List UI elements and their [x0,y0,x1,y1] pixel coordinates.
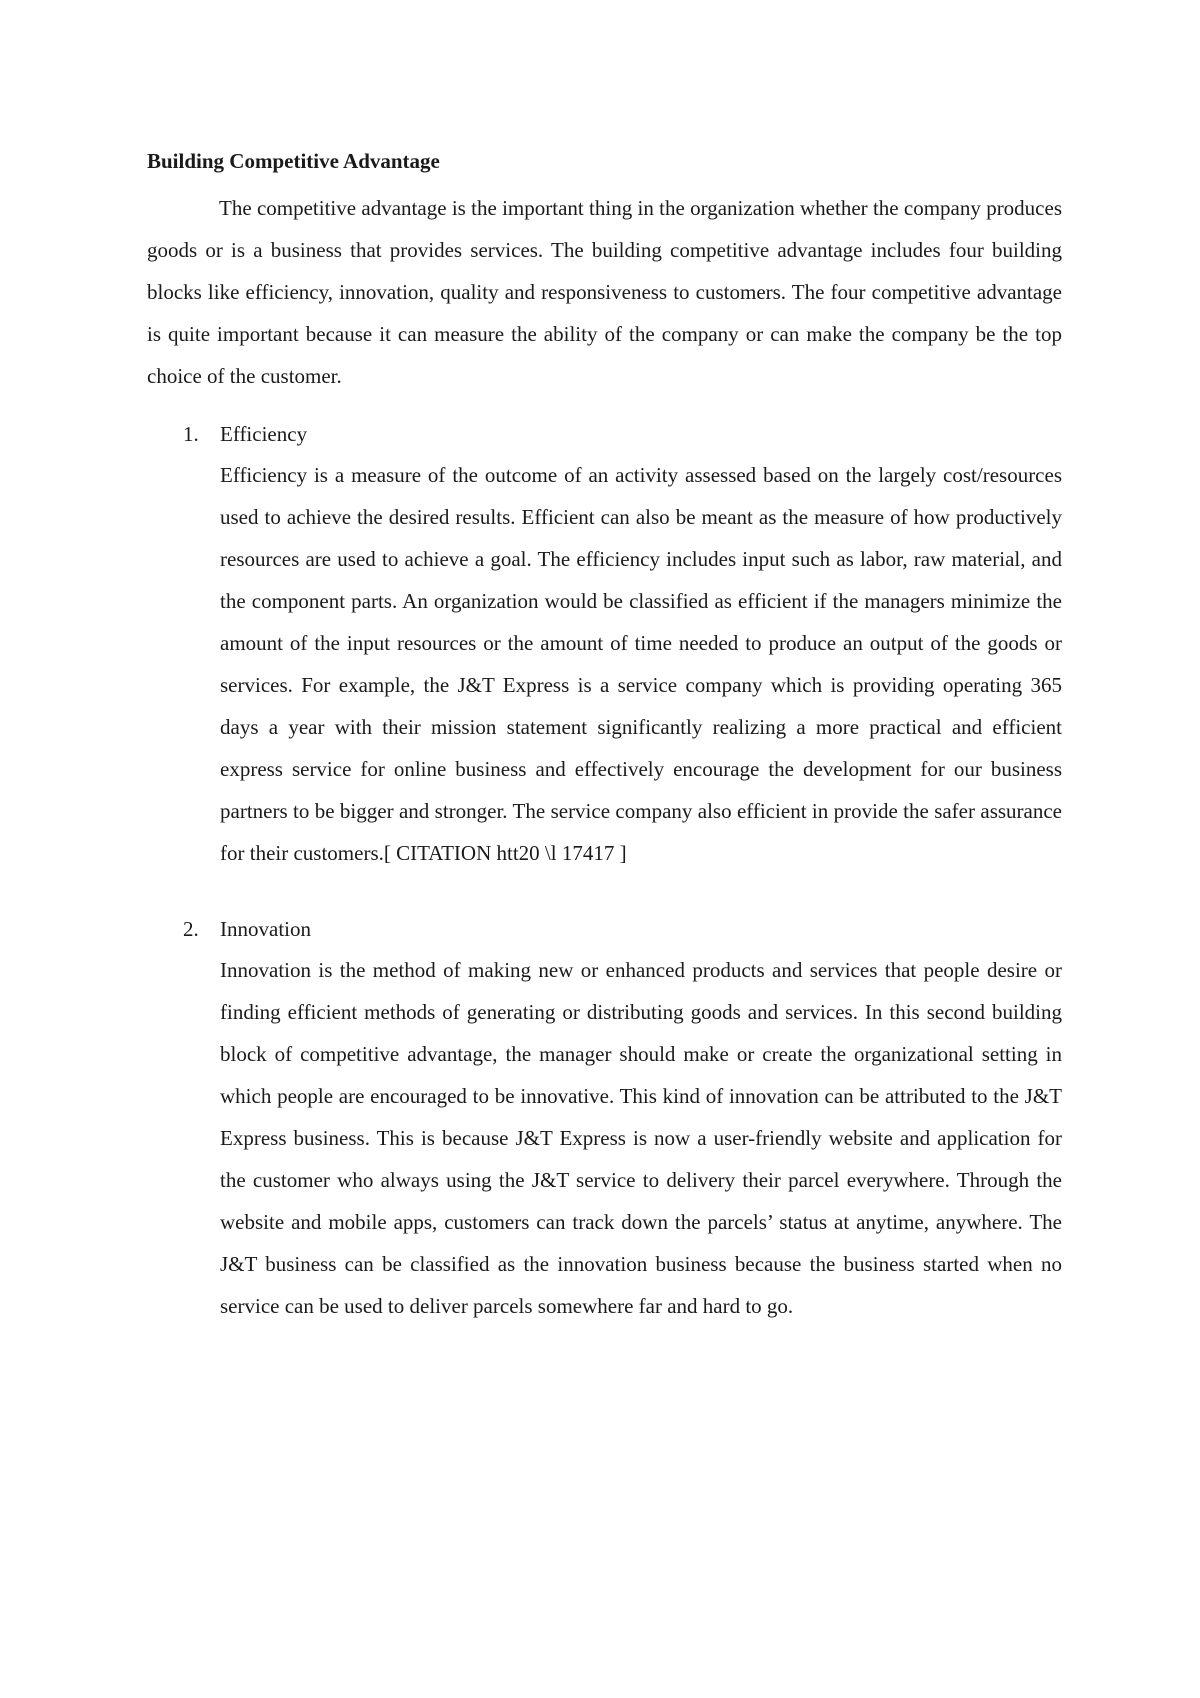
section-list [147,414,1062,1328]
intro-paragraph: The competitive advantage is the important thing in the organization whether the company produces goods or is a business that provides services. The building competitive advantage includes four building blocks like efficiency, innovation, quality and responsiveness to customers. The four competitive advantage is quite important because it can measure the ability of the company or can make the company be the top choice of the customer. [147,196,1062,388]
section-heading: Innovation [220,916,311,941]
document-title: Building Competitive Advantage [147,149,440,173]
section-body: Efficiency is a measure of the outcome of an activity assessed based on the largely cost/resources used to achieve the desired results. Efficient can also be meant as the measure of how productively resources are used to achieve a goal. The efficiency includes input such as labor, raw material, and the component parts. An organization would be classified as efficient if the managers minimize the amount of the input resources or the amount of time needed to produce an output of the goods or services. For example, the J&T Express is a service company which is providing operating 365 days a year with their mission statement significantly realizing a more practical and efficient express service for online business and effectively encourage the development for our business partners to be bigger and stronger. The service company also efficient in provide the safer assurance for their customers.[ CITATION htt20 \l 17417 ] [220,463,1062,865]
section-body: Innovation is the method of making new or enhanced products and services that people desire or finding efficient methods of generating or distributing goods and services. In this second building block of competitive advantage, the manager should make or create the organizational setting in which people are encouraged to be innovative. This kind of innovation can be attributed to the J&T Express business. This is because J&T Express is now a user-friendly website and application for the customer who always using the J&T service to delivery their parcel everywhere. Through the website and mobile apps, customers can track down the parcels’ status at anytime, anywhere. The J&T business can be classified as the innovation business because the business started when no service can be used to deliver parcels somewhere far and hard to go. [220,958,1062,1318]
section-number: 2. [183,916,199,941]
section-number: 1. [183,421,199,446]
section-innovation [147,909,1062,1328]
document-content [147,140,1062,1362]
section-efficiency [147,414,1062,875]
section-heading: Efficiency [220,421,308,446]
